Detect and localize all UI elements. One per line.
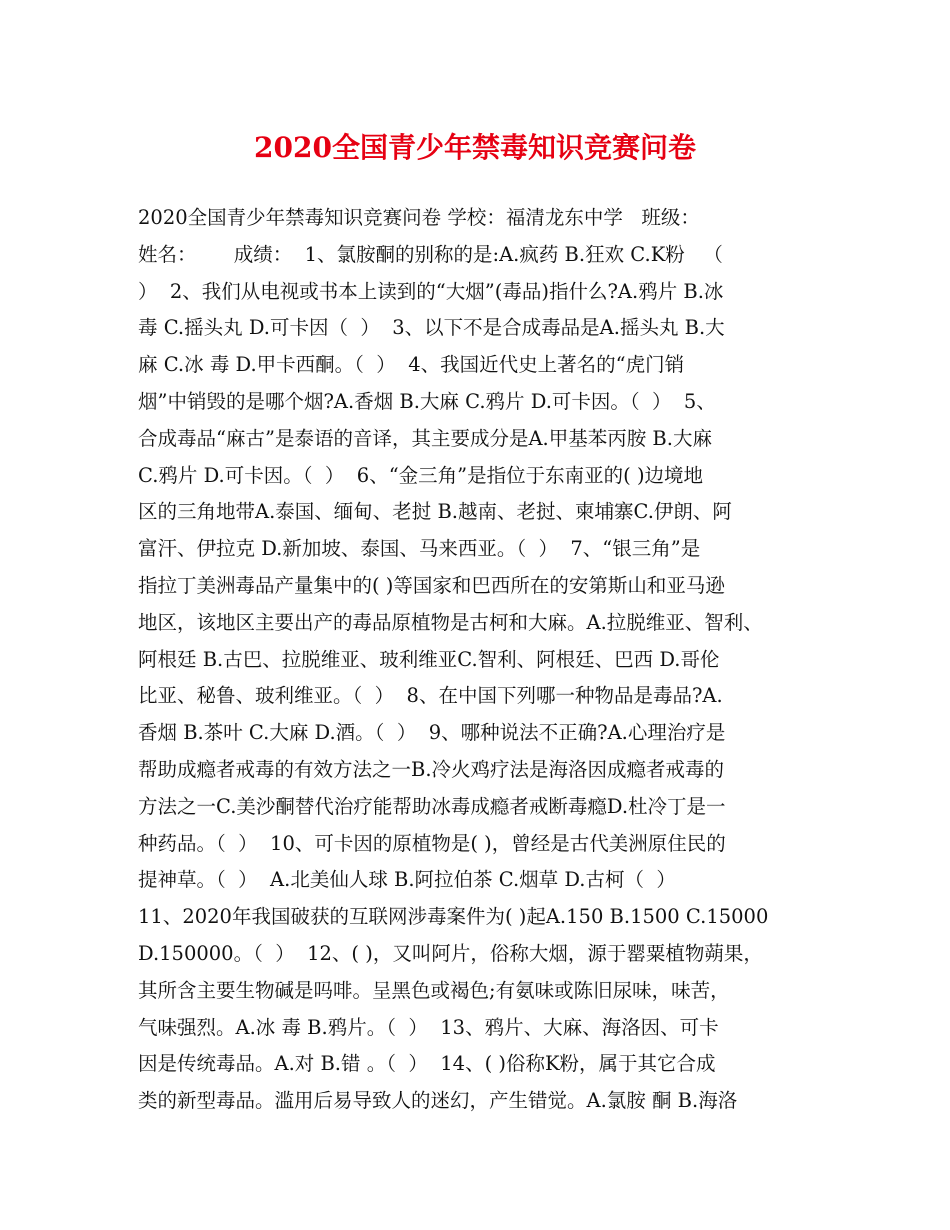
body-line: 因是传统毒品。A.对 B.错 。（ ） 14、( )俗称K粉，属于其它合成 <box>138 1052 716 1076</box>
body-line: 指拉丁美洲毒品产量集中的( )等国家和巴西所在的安第斯山和亚马逊 <box>138 573 725 597</box>
body-line: 麻 C.冰 毒 D.甲卡西酮。（ ） 4、我国近代史上著名的“虎门销 <box>138 353 685 377</box>
body-line: 地区，该地区主要出产的毒品原植物是古柯和大麻。A.拉脱维亚、智利、 <box>138 610 763 634</box>
body-line: 合成毒品“麻古”是泰语的音译，其主要成分是A.甲基苯丙胺 B.大麻 <box>138 426 712 450</box>
body-line: 其所含主要生物碱是吗啡。呈黑色或褐色;有氨味或陈旧尿味，味苦， <box>138 978 730 1002</box>
body-line: 区的三角地带A.泰国、缅甸、老挝 B.越南、老挝、柬埔寨C.伊朗、阿 <box>138 500 732 524</box>
body-line: 姓名： 成绩： 1、氯胺酮的别称的是:A.疯药 B.狂欢 C.K粉 （ <box>138 242 723 266</box>
body-line: 富汗、伊拉克 D.新加坡、泰国、马来西亚。（ ） 7、“银三角”是 <box>138 537 701 561</box>
body-line: C.鸦片 D.可卡因。（ ） 6、“金三角”是指位于东南亚的( )边境地 <box>138 463 704 487</box>
body-line: 阿根廷 B.古巴、拉脱维亚、玻利维亚C.智利、阿根廷、巴西 D.哥伦 <box>138 647 720 671</box>
body-line: 11、2020年我国破获的互联网涉毒案件为( )起A.150 B.1500 C.15000 <box>138 905 769 929</box>
body-line: 帮助成瘾者戒毒的有效方法之一B.冷火鸡疗法是海洛因成瘾者戒毒的 <box>138 757 725 781</box>
body-line: 提神草。（ ） A.北美仙人球 B.阿拉伯茶 C.烟草 D.古柯（ ） <box>138 868 676 892</box>
body-line: 香烟 B.茶叶 C.大麻 D.酒。（ ） 9、哪种说法不正确?A.心理治疗是 <box>138 721 726 745</box>
body-line: 2020全国青少年禁毒知识竞赛问卷 学校：福清龙东中学 班级： <box>138 206 700 229</box>
document-title: 2020全国青少年禁毒知识竞赛问卷 <box>254 131 696 164</box>
body-line: D.150000。（ ） 12、( )，又叫阿片，俗称大烟，源于罂粟植物蒴果， <box>138 941 763 965</box>
body-line: 比亚、秘鲁、玻利维亚。（ ） 8、在中国下列哪一种物品是毒品?A. <box>138 684 723 708</box>
body-line: 气味强烈。A.冰 毒 B.鸦片。（ ） 13、鸦片、大麻、海洛因、可卡 <box>138 1015 719 1039</box>
body-line: 方法之一C.美沙酮替代治疗能帮助冰毒成瘾者戒断毒瘾D.杜冷丁是一 <box>138 794 726 818</box>
body-line: 类的新型毒品。滥用后易导致人的迷幻，产生错觉。A.氯胺 酮 B.海洛 <box>138 1089 738 1113</box>
body-line: 种药品。（ ） 10、可卡因的原植物是( )，曾经是古代美洲原住民的 <box>138 831 726 855</box>
body-line: 烟”中销毁的是哪个烟?A.香烟 B.大麻 C.鸦片 D.可卡因。（ ） 5、 <box>138 389 716 413</box>
document-body <box>138 200 830 1120</box>
body-line: 毒 C.摇头丸 D.可卡因（ ） 3、以下不是合成毒品是A.摇头丸 B.大 <box>138 316 725 340</box>
body-line: ） 2、我们从电视或书本上读到的“大烟”(毒品)指什么?A.鸦片 B.冰 <box>138 279 724 303</box>
